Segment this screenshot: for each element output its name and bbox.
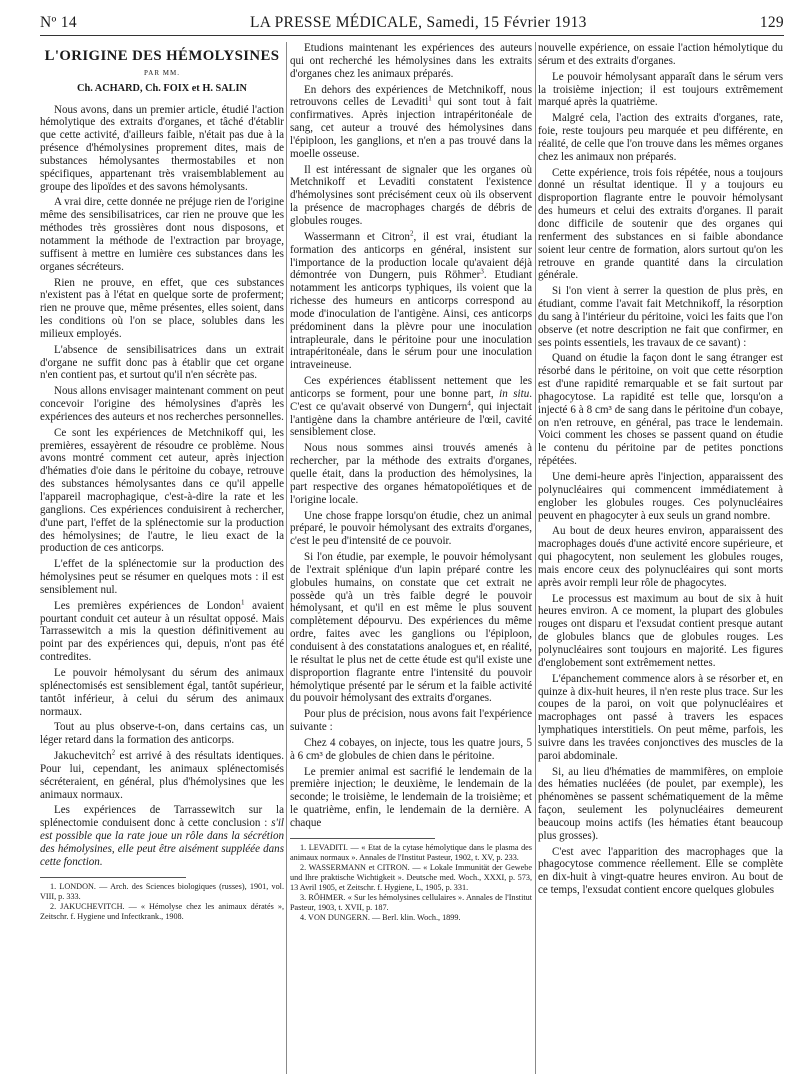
footnote: 4. VON DUNGERN. — Berl. klin. Woch., 1899. [300, 912, 461, 922]
footnote-ref: 2 [409, 229, 414, 238]
footnote-ref: 2 [111, 748, 116, 757]
paragraph: Nous nous sommes ainsi trouvés amenés à rechercher, par la méthode des extraits d'organes, quelle était, dans la production des hémolysines, la part respective des organes hématopoïétiques et de l'origine locale. [290, 442, 532, 506]
column-1 [40, 42, 284, 922]
paragraph: Ce sont les expériences de Metchnikoff qui, les premières, essayèrent de résoudre ce problème. Nous avons montré comment cet auteur, après injection d'hématies d'oie dans le péritoine du cobaye, retrouve des substances hémolysantes dans ce qu'il appelle l'appareil macrophagique, c'est-à-dire la rate et les ganglions. Ces expériences conduisirent à rechercher, d'une part, l'effet de la splénectomie sur la production des hémolysines; de l'autre, le lieu exact de la production de ces anticorps. [40, 426, 284, 555]
paragraph: Le premier animal est sacrifié le lendemain de la première injection; le deuxième, le lendemain de la seconde; le troisième, le lendemain de la troisième; et le quatrième, enfin, le lendemain de la dernière. A chaque [290, 765, 532, 829]
footnote-ref: 1 [428, 94, 432, 103]
paragraph [40, 804, 284, 868]
page-number: 129 [759, 14, 784, 31]
footnote: 1. LONDON. — Arch. des Sciences biologiques (russes), 1901, vol. VIII, p. 333. [40, 881, 284, 901]
paragraph: C'est avec l'apparition des macrophages que la phagocytose commence réellement. Elle se complète en dix-huit à vingt-quatre heures environ. Au bout de ce temps, l'exsudat contient encore quelques globules [538, 845, 783, 897]
paragraph [40, 750, 284, 801]
text-run: . C'est ce qu'avait observé von Dungern [290, 387, 532, 413]
column-2 [290, 42, 532, 923]
text-run: avaient pourtant conduit cet auteur à un résultat opposé. Mais Tarrassewitch a mis la question définitivement au point par des expériences qui, depuis, n'ont pas été contredites. [40, 599, 284, 664]
paragraph: Au bout de deux heures environ, apparaissent des macrophages doués d'une activité encore supérieure, et qui phagocytent, non seulement les globules rouges, mais encore ceux des polynucléaires qui sont morts après avoir rempli leur rôle de phagocytes. [538, 525, 783, 589]
paragraph: Malgré cela, l'action des extraits d'organes, rate, foie, reste toujours peu marquée et peu différente, en réalité, de celle que l'on trouve dans les mêmes organes chez les animaux non préparés. [538, 112, 783, 163]
text-run: En dehors des expériences de Metchnikoff, nous retrouvons celles de Levaditi [290, 83, 532, 109]
paragraph [290, 375, 532, 439]
column-rule [286, 42, 287, 1074]
paragraph: Une demi-heure après l'injection, apparaissent des polynucléaires qui commencent immédiatement à englober les globules rouges. Ces polynucléaires peuvent en phagocyter à eux seuls un grand nombre. [538, 471, 783, 522]
paragraph: Pour plus de précision, nous avons fait l'expérience suivante : [290, 708, 532, 734]
paragraph: Quand on étudie la façon dont le sang étranger est résorbé dans le péritoine, on voit que cette résorption est d'une rapidité remarquable et se fait surtout par phagocytose. La rapidité est telle que, lorsqu'on a injecté 6 à 8 cm³ de sang dans le péritoine d'un cobaye, on n'en retrouve, en général, pas trace le lendemain. Voici comment les choses se passent quand on étudie le contenu du péritoine par de petites ponctions répétées. [538, 352, 783, 468]
footnote-ref: 1 [240, 598, 245, 607]
article-authors: Ch. ACHARD, Ch. FOIX et H. SALIN [77, 82, 247, 94]
issue-number: Nº 14 [40, 14, 77, 31]
paragraph: Le pouvoir hémolysant apparaît dans le sérum vers la troisième injection; il est toujours extrêmement marqué après la quatrième. [538, 70, 783, 109]
footnote-ref: 3 [480, 267, 484, 276]
text-run: Les premières expériences de London [54, 599, 241, 612]
paragraph: Si l'on étudie, par exemple, le pouvoir hémolysant de l'extrait splénique d'un lapin préparé contre les globules humains, on constate que cet extrait ne possède qu'à un très faible degré le pouvoir hémolysant, et qu'il en est même le plus souvent complètement dépourvu. Des expériences du même ordre, faites avec les ganglions ou l'épiploon, conduisent à des constatations analogues et, en réalité, le résultat le plus net de cette étude est qu'il existe une disproportion flagrante entre l'intensité du pouvoir hémolytique présenté par le sérum et la faible activité du pouvoir hémolysant des extraits d'organes. [290, 551, 532, 705]
journal-title: LA PRESSE MÉDICALE, Samedi, 15 Février 1913 [250, 14, 587, 31]
footnote-rule [290, 838, 435, 839]
paragraph: L'effet de la splénectomie sur la production des hémolysines peut se résumer en quelques mots : il est sensiblement nul. [40, 558, 284, 596]
text-run: Les expériences de Tarrassewitch sur la splénectomie conduisent donc à cette conclusion : [40, 804, 284, 830]
authors-prefix: PAR MM. [144, 68, 180, 77]
footnote-rule [40, 877, 186, 878]
paragraph: L'épanchement commence alors à se résorber et, en quinze à dix-huit heures, il n'en reste plus trace. Sur les coupes de la paroi, on voit que polynucléaires et macrophages ont passé à travers les espaces lymphatiques interstitiels. On peut même, parfois, les suivre dans les travées conjonctives des muscles de la paroi abdominale. [538, 672, 783, 762]
paragraph: Si l'on vient à serrer la question de plus près, en étudiant, comme l'avait fait Metchnikoff, la résorption du sang à l'intérieur du péritoine, voici les faits que l'on observe (et notre description ne fait que confirmer, en ses points essentiels, les travaux de ce savant) : [538, 285, 783, 349]
paragraph: Rien ne prouve, en effet, que ces substances n'existent pas à l'état en quelque sorte de proferment; rien ne prouve que, même présentes, elles soient, dans les conditions où l'on se place, solubles dans les milieux employés. [40, 276, 284, 340]
text-run: , qui injectait l'antigène dans la chambre antérieure de l'œil, cavité sensiblement close. [290, 400, 533, 439]
paragraph: nouvelle expérience, on essaie l'action hémolytique du sérum et des extraits d'organes. [538, 42, 783, 67]
text-run: , il est vrai, étudiant la formation des anticorps en général, insistent sur l'importance de la production locale qu'avaient déjà démontrée von Dungern, puis Röhmer [290, 230, 532, 282]
paragraph: Il est intéressant de signaler que les organes où Metchnikoff et Levaditi constatent l'existence d'hémolysines sont précisément ceux où ils observent la présence de macrophages chargés de débris de globules rouges. [290, 163, 532, 227]
text-run: . Etudiant notamment les anticorps typhiques, ils voient que la richesse des humeurs en anticorps correspond au mode d'inoculation de l'antigène. Ainsi, ces anticorps prédominent dans la plèvre pour une inoculation intrapleurale, dans le péritoine pour une inoculation intrapéritonéale, dans le sérum pour une inoculation intraveineuse. [290, 269, 532, 372]
paragraph [290, 231, 532, 372]
footnote-ref: 4 [467, 399, 471, 408]
paragraph: Chez 4 cobayes, on injecte, tous les quatre jours, 5 à 6 cm³ de globules de chien dans le péritoine. [290, 736, 532, 762]
paragraph: Cette expérience, trois fois répétée, nous a toujours donné un résultat identique. Il y a toujours eu disproportion flagrante entre le pouvoir hémolysant des humeurs et celui des extraits d'organes. Il parait donc difficile de soutenir que des organes qui renferment des substances en si faible abondance soient leur centre de formation, alors surtout qu'on les retrouve en grande quantité dans la circulation générale. [538, 166, 783, 282]
text-run: est arrivé à des résultats identiques. Pour lui, cependant, les animaux splénectomisés sécréteraient, en général, plus d'hémolysines que les animaux normaux. [40, 750, 284, 801]
text-run: qui sont tout à fait confirmatives. Après injection intrapéritonéale de sang, cet auteur a trouvé des hémolysines dans l'épiploon, les ganglions, et n'en a pas trouvé dans la moelle osseuse. [290, 96, 532, 160]
paragraph: Etudions maintenant les expériences des auteurs qui ont recherché les hémolysines dans les extraits d'organes chez les animaux préparés. [290, 42, 532, 80]
footnote: 1. LEVADITI. — « Etat de la cytase hémolytique dans le plasma des animaux normaux ». Annales de l'Institut Pasteur, 1902, t. XV, p. 233. [290, 842, 532, 862]
footnote: 2. WASSERMANN et CITRON. — « Lokale Immunität der Gewebe und Ihre praktische Wichtigkeit ». Deutsche med. Woch., XXXI, p. 573, 13 Avril 1905, et Zeitschr. f. Hygiene, L, 1905, p. 331. [290, 862, 532, 892]
paragraph [290, 84, 532, 161]
paragraph: Nous allons envisager maintenant comment on peut concevoir l'origine des hémolysines d'après les expériences des auteurs et nos recherches personnelles. [40, 385, 284, 423]
footnote: 3. RÖHMER. « Sur les hémolysines cellulaires ». Annales de l'Institut Pasteur, 1903, t. XVII, p. 187. [290, 892, 532, 912]
page-header [40, 12, 784, 36]
conclusion-italic: s'il est possible que la rate joue un rôle dans la sécrétion des hémolysines, elle peut être aisément suppléée dans cette fonction. [40, 817, 284, 868]
paragraph: A vrai dire, cette donnée ne préjuge rien de l'origine même des sensibilisatrices, car rien ne prouve que les méthodes très grossières dont nous disposons, et notamment la méthode de l'extraction par broyage, suffisent à mettre en lumière ces substances dans les organes sécréteurs. [40, 196, 284, 273]
paragraph: Le pouvoir hémolysant du sérum des animaux splénectomisés est sensiblement égal, tantôt supérieur, tantôt inférieur, à celui du sérum des animaux normaux. [40, 666, 284, 718]
paragraph: Tout au plus observe-t-on, dans certains cas, un léger retard dans la formation des anticorps. [40, 721, 284, 747]
paragraph: L'absence de sensibilisatrices dans un extrait d'organe ne suffit donc pas à établir que cet organe n'en contient pas, et surtout qu'il n'en sécrète pas. [40, 343, 284, 382]
paragraph: Si, au lieu d'hématies de mammifères, on emploie des hématies nucléées (de poulet, par exemple), les phénomènes se passent schématiquement de la même façon, seulement les polynucléaires demeurent beaucoup moins actifs (les hématies étant beaucoup plus grosses). [538, 765, 783, 842]
text-run: Jakuchevitch [54, 750, 112, 763]
column-rule [535, 42, 536, 1074]
paragraph: Le processus est maximum au bout de six à huit heures environ. A ce moment, la plupart des globules rouges ont disparu et l'exsudat contient presque autant de globules blancs que de globules rouges. Les polynucléaires sont toujours en majorité. Les figures d'englobement sont extrêmement nettes. [538, 592, 783, 669]
article-title: L'ORIGINE DES HÉMOLYSINES [44, 48, 280, 64]
column-3 [538, 42, 783, 900]
paragraph: Nous avons, dans un premier article, étudié l'action hémolytique des extraits d'organes, et tâché d'établir que cette activité, d'ailleurs faible, n'était pas due à la présence d'hémolysines proprement dites, mais de substances hémolysantes thermostabiles et non spécifiques, appartenant très vraisemblablement au groupe des lipoïdes et des savons hémolysants. [40, 103, 284, 193]
paragraph: Une chose frappe lorsqu'on étudie, chez un animal préparé, le pouvoir hémolysant des extraits d'organes, c'est le peu d'intensité de ce pouvoir. [290, 509, 532, 548]
paragraph [40, 600, 284, 664]
italic-term: in situ [499, 387, 530, 400]
text-run: Wassermann et Citron [304, 230, 410, 243]
text-run: Ces expériences établissent nettement que les anticorps se forment, pour une bonne part, [290, 375, 532, 400]
footnote: 2. JAKUCHEVITCH. — « Hémolyse chez les animaux dératés », Zeitschr. f. Hygiene und Infectkrank., 1908. [40, 901, 284, 921]
